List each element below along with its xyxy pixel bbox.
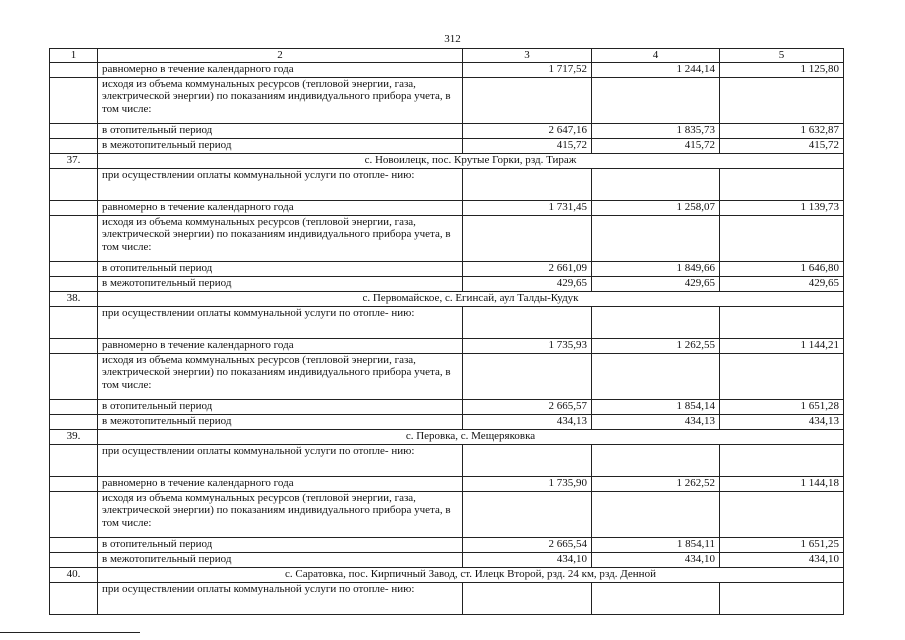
value-cell-col4 [592, 444, 720, 476]
section-row [50, 153, 844, 168]
value-cell-col5 [720, 306, 844, 338]
row-number-cell [50, 215, 98, 261]
section-row [50, 567, 844, 582]
table-row [50, 537, 844, 552]
row-number-cell [50, 338, 98, 353]
table-row [50, 215, 844, 261]
table-row [50, 276, 844, 291]
table-row [50, 552, 844, 567]
row-label: при осуществлении оплаты коммунальной услуги по отопле- нию: [98, 306, 463, 338]
header-cell-3: 3 [463, 49, 592, 63]
table-row [50, 582, 844, 614]
value-cell-col3: 1 717,52 [463, 62, 592, 77]
table-row [50, 338, 844, 353]
footnote-rule [0, 632, 140, 633]
value-cell-col3 [463, 306, 592, 338]
value-cell-col4: 434,10 [592, 552, 720, 567]
value-cell-col5 [720, 168, 844, 200]
row-number-cell [50, 168, 98, 200]
section-number: 39. [50, 429, 98, 444]
value-cell-col5: 1 144,21 [720, 338, 844, 353]
table-row [50, 491, 844, 537]
row-label: исходя из объема коммунальных ресурсов (тепловой энергии, газа, электрической энергии) по показаниям индивидуального прибора учета, в том числе: [98, 77, 463, 123]
value-cell-col5: 1 651,28 [720, 399, 844, 414]
value-cell-col4 [592, 77, 720, 123]
row-number-cell [50, 414, 98, 429]
page-number: 312 [444, 33, 461, 45]
row-number-cell [50, 444, 98, 476]
value-cell-col4: 1 849,66 [592, 261, 720, 276]
value-cell-col4: 429,65 [592, 276, 720, 291]
value-cell-col4: 1 835,73 [592, 123, 720, 138]
table-row [50, 168, 844, 200]
section-row [50, 429, 844, 444]
value-cell-col5: 1 651,25 [720, 537, 844, 552]
row-number-cell [50, 399, 98, 414]
row-label: в отопительный период [98, 123, 463, 138]
section-title: с. Первомайское, с. Егинсай, аул Талды-Кудук [98, 291, 844, 306]
table-row [50, 414, 844, 429]
row-number-cell [50, 276, 98, 291]
value-cell-col3 [463, 168, 592, 200]
table-row [50, 77, 844, 123]
value-cell-col4: 1 244,14 [592, 62, 720, 77]
value-cell-col4: 1 262,55 [592, 338, 720, 353]
header-cell-4: 4 [592, 49, 720, 63]
row-label: в отопительный период [98, 399, 463, 414]
header-cell-1: 1 [50, 49, 98, 63]
row-number-cell [50, 77, 98, 123]
value-cell-col5: 1 632,87 [720, 123, 844, 138]
value-cell-col4: 434,13 [592, 414, 720, 429]
value-cell-col3 [463, 215, 592, 261]
value-cell-col4: 415,72 [592, 138, 720, 153]
value-cell-col4: 1 262,52 [592, 476, 720, 491]
value-cell-col3 [463, 582, 592, 614]
value-cell-col3: 2 647,16 [463, 123, 592, 138]
value-cell-col3: 1 731,45 [463, 200, 592, 215]
value-cell-col5 [720, 582, 844, 614]
value-cell-col5 [720, 77, 844, 123]
row-number-cell [50, 138, 98, 153]
value-cell-col4 [592, 215, 720, 261]
value-cell-col3: 434,13 [463, 414, 592, 429]
section-title: с. Саратовка, пос. Кирпичный Завод, ст. Илецк Второй, рзд. 24 км, рзд. Денной [98, 567, 844, 582]
value-cell-col3: 1 735,93 [463, 338, 592, 353]
header-cell-2: 2 [98, 49, 463, 63]
row-number-cell [50, 582, 98, 614]
value-cell-col3: 2 665,54 [463, 537, 592, 552]
value-cell-col3 [463, 77, 592, 123]
table-row [50, 62, 844, 77]
value-cell-col5: 1 125,80 [720, 62, 844, 77]
row-label: при осуществлении оплаты коммунальной услуги по отопле- нию: [98, 582, 463, 614]
section-title: с. Перовка, с. Мещеряковка [98, 429, 844, 444]
value-cell-col4: 1 854,11 [592, 537, 720, 552]
row-number-cell [50, 306, 98, 338]
value-cell-col3 [463, 491, 592, 537]
value-cell-col4 [592, 582, 720, 614]
row-label: исходя из объема коммунальных ресурсов (тепловой энергии, газа, электрической энергии) по показаниям индивидуального прибора учета, в том числе: [98, 353, 463, 399]
header-cell-5: 5 [720, 49, 844, 63]
table-row [50, 353, 844, 399]
value-cell-col5 [720, 491, 844, 537]
value-cell-col5: 1 139,73 [720, 200, 844, 215]
row-number-cell [50, 476, 98, 491]
section-row [50, 291, 844, 306]
value-cell-col3: 434,10 [463, 552, 592, 567]
table-row [50, 399, 844, 414]
value-cell-col3 [463, 353, 592, 399]
value-cell-col3: 429,65 [463, 276, 592, 291]
row-number-cell [50, 491, 98, 537]
value-cell-col4 [592, 168, 720, 200]
row-label: равномерно в течение календарного года [98, 200, 463, 215]
row-number-cell [50, 353, 98, 399]
row-label: в отопительный период [98, 537, 463, 552]
value-cell-col5 [720, 353, 844, 399]
row-label: при осуществлении оплаты коммунальной услуги по отопле- нию: [98, 168, 463, 200]
row-label: в межотопительный период [98, 414, 463, 429]
value-cell-col5: 415,72 [720, 138, 844, 153]
row-label: в межотопительный период [98, 552, 463, 567]
row-label: равномерно в течение календарного года [98, 62, 463, 77]
row-number-cell [50, 200, 98, 215]
table-row [50, 138, 844, 153]
value-cell-col5 [720, 444, 844, 476]
value-cell-col5: 1 646,80 [720, 261, 844, 276]
row-label: исходя из объема коммунальных ресурсов (тепловой энергии, газа, электрической энергии) по показаниям индивидуального прибора учета, в том числе: [98, 491, 463, 537]
value-cell-col4: 1 258,07 [592, 200, 720, 215]
row-number-cell [50, 261, 98, 276]
value-cell-col4: 1 854,14 [592, 399, 720, 414]
header-row [50, 49, 844, 63]
table-row [50, 200, 844, 215]
row-label: равномерно в течение календарного года [98, 476, 463, 491]
row-number-cell [50, 552, 98, 567]
value-cell-col5: 434,13 [720, 414, 844, 429]
table-row [50, 476, 844, 491]
value-cell-col3: 415,72 [463, 138, 592, 153]
row-number-cell [50, 537, 98, 552]
row-label: в межотопительный период [98, 138, 463, 153]
value-cell-col5: 1 144,18 [720, 476, 844, 491]
value-cell-col4 [592, 491, 720, 537]
row-label: в межотопительный период [98, 276, 463, 291]
value-cell-col3: 1 735,90 [463, 476, 592, 491]
row-number-cell [50, 123, 98, 138]
row-label: в отопительный период [98, 261, 463, 276]
value-cell-col3: 2 665,57 [463, 399, 592, 414]
value-cell-col4 [592, 306, 720, 338]
value-cell-col5: 429,65 [720, 276, 844, 291]
table-row [50, 444, 844, 476]
row-number-cell [50, 62, 98, 77]
section-number: 40. [50, 567, 98, 582]
table-row [50, 306, 844, 338]
value-cell-col3: 2 661,09 [463, 261, 592, 276]
value-cell-col5 [720, 215, 844, 261]
table-row [50, 123, 844, 138]
section-title: с. Новоилецк, пос. Крутые Горки, рзд. Тираж [98, 153, 844, 168]
tariff-table [49, 48, 844, 615]
section-number: 37. [50, 153, 98, 168]
section-number: 38. [50, 291, 98, 306]
row-label: равномерно в течение календарного года [98, 338, 463, 353]
table-row [50, 261, 844, 276]
value-cell-col4 [592, 353, 720, 399]
value-cell-col5: 434,10 [720, 552, 844, 567]
row-label: при осуществлении оплаты коммунальной услуги по отопле- нию: [98, 444, 463, 476]
value-cell-col3 [463, 444, 592, 476]
row-label: исходя из объема коммунальных ресурсов (тепловой энергии, газа, электрической энергии) по показаниям индивидуального прибора учета, в том числе: [98, 215, 463, 261]
